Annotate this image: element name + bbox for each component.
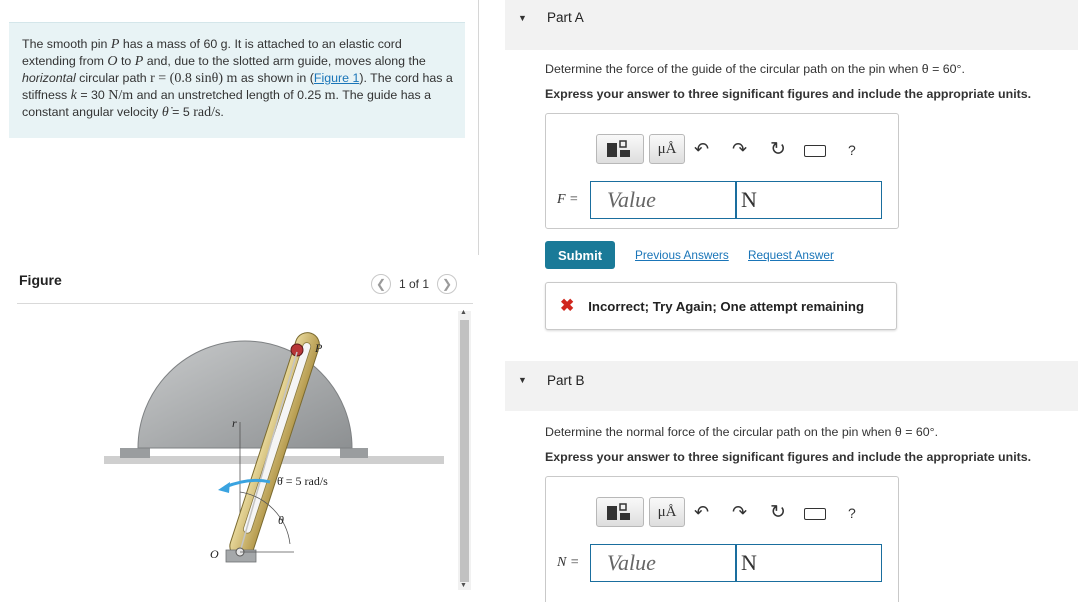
templates-button[interactable]	[596, 134, 644, 164]
part-b-answer-box	[545, 476, 899, 602]
chevron-left-icon: ❮	[375, 277, 387, 291]
part-a-instructions: Express your answer to three significant figures and include the appropriate units.	[545, 87, 1032, 101]
problem-statement	[9, 22, 465, 138]
problem-text	[22, 36, 453, 121]
templates-icon	[606, 502, 634, 522]
part-a-unit-input[interactable]: N	[736, 181, 882, 219]
problem-text-segment: .	[220, 105, 224, 119]
label-omega: θ̇ = 5 rad/s	[277, 474, 328, 488]
part-a-answer-box	[545, 113, 899, 229]
figure-scroll-thumb[interactable]	[460, 320, 469, 582]
problem-text-segment: has a mass of 60 g. It is attached to an elastic cord extending from	[22, 37, 402, 68]
symbol-P: P	[134, 54, 144, 69]
part-a-question: Determine the force of the guide of the circular path on the pin when θ = 60°.	[545, 62, 965, 76]
part-a-value-input[interactable]: Value	[590, 181, 736, 219]
problem-text-segment: and an unstretched length of 0.25	[133, 88, 325, 102]
symbol-k: k	[70, 88, 77, 103]
chevron-right-icon: ❯	[442, 277, 453, 291]
previous-answers-link[interactable]: Previous Answers	[635, 248, 729, 262]
omega-arrowhead	[218, 482, 230, 493]
redo-icon[interactable]: ↷	[732, 139, 748, 159]
dome-base-right	[340, 448, 368, 458]
problem-text-segment: and, due to the slotted arm guide, moves along the	[143, 54, 426, 68]
keyboard-icon[interactable]	[804, 508, 826, 520]
problem-text-segment: = 5	[168, 105, 194, 119]
feedback-message	[545, 282, 897, 330]
label-theta: θ	[278, 513, 284, 527]
symbol-theta-dot: θ̇	[161, 105, 169, 120]
problem-text-italic: horizontal	[22, 71, 76, 85]
mu-angstrom-icon: μÅ	[657, 140, 677, 157]
figure-illustration	[100, 312, 450, 582]
submit-button[interactable]: Submit	[545, 241, 615, 269]
figure-link[interactable]: Figure 1	[313, 71, 360, 85]
templates-button[interactable]	[596, 497, 644, 527]
path-equation: r = (0.8 sinθ) m	[150, 71, 238, 86]
part-a-title[interactable]: Part A	[547, 10, 584, 25]
scroll-up-icon[interactable]: ▲	[460, 309, 467, 316]
reset-icon[interactable]: ↻	[770, 139, 786, 160]
templates-icon	[606, 139, 634, 159]
part-b-instructions: Express your answer to three significant figures and include the appropriate units.	[545, 450, 1032, 464]
keyboard-icon[interactable]	[804, 145, 826, 157]
feedback-text: Incorrect; Try Again; One attempt remaining	[588, 298, 865, 314]
part-b-header[interactable]	[505, 361, 1078, 411]
label-O: O	[210, 547, 219, 561]
undo-icon[interactable]: ↶	[694, 139, 710, 159]
part-b-value-input[interactable]: Value	[590, 544, 736, 582]
part-b-unit-input[interactable]: N	[736, 544, 882, 582]
mu-angstrom-icon: μÅ	[657, 503, 677, 520]
redo-icon[interactable]: ↷	[732, 502, 748, 522]
problem-text-segment: . The guide has a constant angular velocity	[22, 88, 432, 119]
problem-text-segment: The smooth pin	[22, 37, 111, 51]
part-b-question: Determine the normal force of the circular path on the pin when θ = 60°.	[545, 425, 939, 439]
problem-text-segment: to	[117, 54, 135, 68]
label-r: r	[232, 416, 237, 430]
problem-text-segment: circular path	[75, 71, 151, 85]
prev-figure-button[interactable]	[371, 274, 391, 294]
part-a-header[interactable]	[505, 0, 1078, 50]
dome-guide	[138, 341, 352, 448]
error-x-icon: ✖	[560, 296, 575, 315]
help-icon[interactable]: ?	[848, 505, 856, 521]
scroll-down-icon[interactable]: ▼	[460, 582, 467, 589]
help-icon[interactable]: ?	[848, 142, 856, 158]
reset-icon[interactable]: ↻	[770, 502, 786, 523]
units-button[interactable]	[649, 497, 685, 527]
problem-text-segment: = 30	[76, 88, 109, 102]
panel-divider	[478, 0, 479, 255]
part-b-variable-label: N =	[557, 555, 580, 570]
caret-down-icon[interactable]: ▼	[518, 375, 527, 385]
part-a-variable-label: F =	[557, 192, 579, 207]
unit-rad-per-s: rad/s	[193, 105, 221, 120]
part-b-title[interactable]: Part B	[547, 373, 585, 388]
symbol-O: O	[107, 54, 118, 69]
unit-m: m	[324, 88, 336, 103]
request-answer-link[interactable]: Request Answer	[748, 248, 834, 262]
units-button[interactable]	[649, 134, 685, 164]
problem-text-segment: as shown in (	[237, 71, 314, 85]
caret-down-icon[interactable]: ▼	[518, 13, 527, 23]
figure-pager	[371, 274, 457, 294]
next-figure-button[interactable]	[437, 274, 457, 294]
undo-icon[interactable]: ↶	[694, 502, 710, 522]
figure-rule	[17, 303, 473, 304]
label-P: P	[315, 341, 323, 355]
pager-label: 1 of 1	[399, 277, 430, 291]
dome-base-left	[120, 448, 150, 458]
symbol-P: P	[110, 37, 120, 52]
problem-text-segment: ). The cord has a stiffness	[22, 71, 453, 102]
figure-heading: Figure	[19, 272, 62, 288]
unit-N-per-m: N/m	[108, 88, 134, 103]
